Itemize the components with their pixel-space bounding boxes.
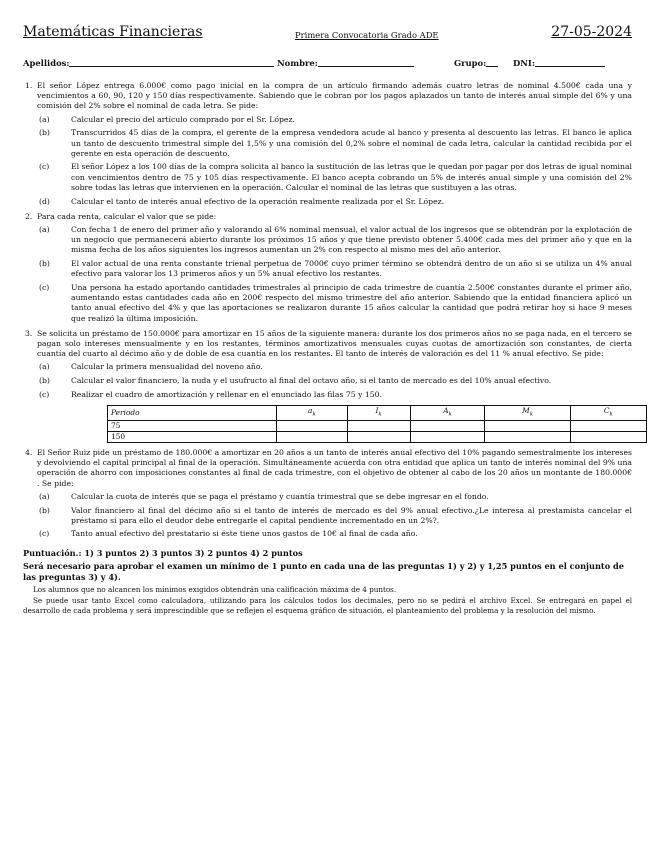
question-statement: El señor López entrega 6.000€ como pago inicial en la compra de un artículo firmando además cuatro letras de nominal 4.500€ cada una y vencimientos a 60, 90, 120 y 150 días respectivamente. Sabiendo que le cobran por los pagos aplazados un tanto de interés anual simple del 6% y una comisión del 2% sobre el nominal de cada letra. Se pide:: [37, 81, 632, 111]
question-part: [37, 376, 632, 386]
question-statement: Se solicita un préstamo de 150.000€ para amortizar en 15 años de la siguiente manera: durante los dos primeros años no se paga nada, en el tercero se pagan solo intereses mensualmente y en los restantes, términos amortizativos mensuales cuyas cuotas de amortización son constantes, de cierta cuantía del cuarto al décimo año y de doble de esa cuantía en los restantes. El tanto de interés de valoración es del 11 % anual efectivo. Se pide:: [37, 328, 632, 359]
part-text: Calcular la primera mensualidad del noveno año.: [71, 362, 263, 372]
part-text: Calcular el tanto de interés anual efectivo de la operación realmente realizada por el Sr. López.: [71, 196, 445, 206]
table-header-cell: $a_k$: [277, 405, 347, 420]
nombre-label: Nombre:: [277, 58, 318, 68]
exam-session: Primera Convocatoria Grado ADE: [295, 30, 439, 40]
question-4: [23, 448, 632, 540]
part-text: El señor López a los 100 días de la compra solicita al banco la sustitución de las letras que le quedan por pagar por dos letras de igual nominal con vencimientos dentro de 75 y 105 días respectivamente. El banco acepta cobrando un 5% de interés anual simple y una comisión del 2% sobre todas las letras que intervienen en la operación. Calcular el nominal de las letras que sustituyen a las otras.: [71, 162, 632, 192]
part-text: Tanto anual efectivo del prestatario si éste tiene unos gastos de 10€ al final de cada año.: [71, 529, 418, 539]
question-3: [23, 329, 632, 443]
question-number: 3.: [25, 328, 33, 338]
question-parts: [37, 492, 632, 540]
question-part: [37, 128, 632, 159]
question-part: [37, 115, 632, 125]
question-number: 2.: [25, 211, 33, 221]
part-label: (c): [39, 162, 50, 172]
question-number: 1.: [25, 81, 33, 90]
part-label: (a): [39, 491, 50, 501]
part-text: Calcular la cuota de interés que se paga el préstamo y cuantía trimestral que se debe ingresar en el fondo.: [71, 491, 489, 501]
pass-requirement: Será necesario para aprobar el examen un mínimo de 1 punto en cada una de las preguntas 1) y 2) y 1,25 puntos en el conjunto de las preguntas 3) y 4).: [23, 560, 624, 582]
part-label: (c): [39, 389, 50, 399]
part-label: (a): [39, 362, 50, 372]
question-part: [37, 362, 632, 372]
table-header-cell: $M_k$: [485, 405, 570, 420]
minimum-note: Los alumnos que no alcancen los mínimos exigidos obtendrán una calificación máxima de 4 puntos.: [33, 584, 397, 594]
question-part: [37, 225, 632, 256]
exam-date: 27-05-2024: [551, 24, 632, 40]
table-row: [108, 420, 647, 431]
part-text: El valor actual de una renta constante trienal perpetua de 7000€ cuyo primer término se obtendrá dentro de un año si se utiliza un 4% anual efectivo para valorar los 13 primeros años y un 5% anual efectivo los restantes.: [71, 259, 632, 279]
table-header-cell: $A_k$: [410, 405, 485, 420]
question-2: [23, 212, 632, 324]
nombre-field: [277, 58, 318, 68]
part-text: Una persona ha estado aportando cantidades trimestrales al principio de cada trimestre de cuantía 2.500€ constantes durante el primer año, aumentando estas cantidades cada año en 200€ respecto del mismo trimestre del año anterior. Sabiendo que la entidad financiera aplicó un tanto anual efectivo del 4% y que las aportaciones se realizaron durante 15 años calcular la cantidad que podrá retirar hoy si hace 9 meses que realizó la última imposición.: [71, 282, 632, 323]
part-label: (d): [39, 196, 50, 206]
blank-cell[interactable]: [277, 420, 347, 431]
question-number: 4.: [25, 448, 33, 458]
question-statement: El Señor Ruiz pide un préstamo de 180.000€ a amortizar en 20 años a un tanto de interés anual efectivo del 10% pagando semestralmente los intereses y devolviendo el capital principal al final de la operación. Simultáneamente acuerda con otra entidad que aplica un tanto de interés nominal del 9% una operación de ahorro con imposiciones constantes al final de cada trimestre, con el objetivo de obtener al cabo de los 20 años un montante de 180.000€ . Se pide:: [37, 448, 632, 488]
part-label: (c): [39, 529, 50, 539]
apellidos-label: Apellidos:: [23, 58, 70, 68]
dni-label: DNI:: [513, 58, 535, 68]
instructions-note: Se puede usar tanto Excel como calculadora, utilizando para los cálculos todos los decimales, pero no se pedirá el archivo Excel. Se entregará en papel el desarrollo de cada problema y será imprescindible que se reflejen el esquema gráfico de situación, el planteamiento del problema y la resolución del mismo.: [23, 596, 632, 615]
blank-cell[interactable]: [410, 431, 485, 442]
question-part: [37, 283, 632, 324]
part-label: (b): [39, 376, 50, 386]
part-text: Calcular el valor financiero, la nuda y el usufructo al final del octavo año, si el tanto de mercado es del 10% anual efectivo.: [71, 376, 552, 386]
question-part: [37, 506, 632, 526]
part-text: Con fecha 1 de enero del primer año y valorando al 6% nominal mensual, el valor actual de los ingresos que se obtendrán por la explotación de un negocio que permanecerá abierto durante los próximos 15 años y que tiene previsto obtener 5.400€ cada mes del primer año y que en la misma fecha de los años siguientes los ingresos aumentan un 2% con respecto al mismo mes del año anterior.: [71, 224, 632, 255]
blank-cell[interactable]: [410, 420, 485, 431]
part-label: (b): [39, 128, 50, 138]
grupo-field: [454, 58, 486, 68]
course-title: Matemáticas Financieras: [23, 24, 203, 40]
grupo-label: Grupo:: [454, 58, 487, 68]
part-text: Realizar el cuadro de amortización y rellenar en el enunciado las filas 75 y 150.: [71, 389, 382, 399]
apellidos-field: [23, 58, 69, 68]
question-part: [37, 390, 632, 400]
blank-cell[interactable]: [347, 431, 410, 442]
part-label: (a): [39, 114, 50, 124]
part-label: (b): [39, 259, 50, 269]
blank-cell[interactable]: [570, 420, 646, 431]
part-text: Transcurridos 45 días de la compra, el gerente de la empresa vendedora acude al banco y presenta al descuento las letras. El banco le aplica un tanto de descuento trimestral simple del 1,5% y una comisión del 0,2% sobre el nominal de cada letra, calcular la cantidad recibida por el gerente en esta operación de descuento.: [71, 128, 632, 158]
question-part: [37, 259, 632, 279]
part-label: (a): [39, 224, 50, 234]
part-label: (b): [39, 505, 50, 515]
question-statement: Para cada renta, calcular el valor que se pide:: [37, 211, 217, 221]
blank-cell[interactable]: [485, 420, 570, 431]
question-parts: [37, 362, 632, 400]
nombre-blank: [318, 58, 414, 67]
question-part: [37, 197, 632, 207]
table-header-cell: Periodo: [108, 405, 277, 420]
dni-field: [513, 58, 535, 68]
grupo-blank: [486, 58, 498, 67]
apellidos-blank: [69, 58, 274, 67]
scoring-line: Puntuación.: 1) 3 puntos 2) 3 puntos 3) 2 puntos 4) 2 puntos: [23, 547, 303, 558]
part-text: Valor financiero al final del décimo año si el tanto de interés de mercado es del 9% anual efectivo.¿Le interesa al prestamista cancelar el préstamo si para ello el deudor debe entregarle el capital pendiente incrementado en un 2%?.: [71, 505, 632, 525]
blank-cell[interactable]: [570, 431, 646, 442]
blank-cell[interactable]: [347, 420, 410, 431]
question-list: [23, 81, 632, 540]
blank-cell[interactable]: [485, 431, 570, 442]
period-cell: 75: [108, 420, 277, 431]
exam-header: [23, 0, 632, 40]
question-part: [37, 162, 632, 193]
table-row: [108, 431, 647, 442]
question-part: [37, 529, 632, 539]
question-parts: [37, 225, 632, 324]
table-header-row: [108, 405, 647, 420]
part-label: (c): [39, 282, 50, 292]
question-1: [23, 81, 632, 207]
dni-blank: [535, 58, 605, 67]
part-text: Calcular el precio del artículo comprado por el Sr. López.: [71, 114, 295, 124]
question-parts: [37, 115, 632, 207]
period-cell: 150: [108, 431, 277, 442]
question-part: [37, 492, 632, 502]
student-id-row: [23, 58, 632, 72]
blank-cell[interactable]: [277, 431, 347, 442]
table-header-cell: $C_k$: [570, 405, 646, 420]
table-header-cell: $I_k$: [347, 405, 410, 420]
amortization-table: [107, 405, 647, 443]
